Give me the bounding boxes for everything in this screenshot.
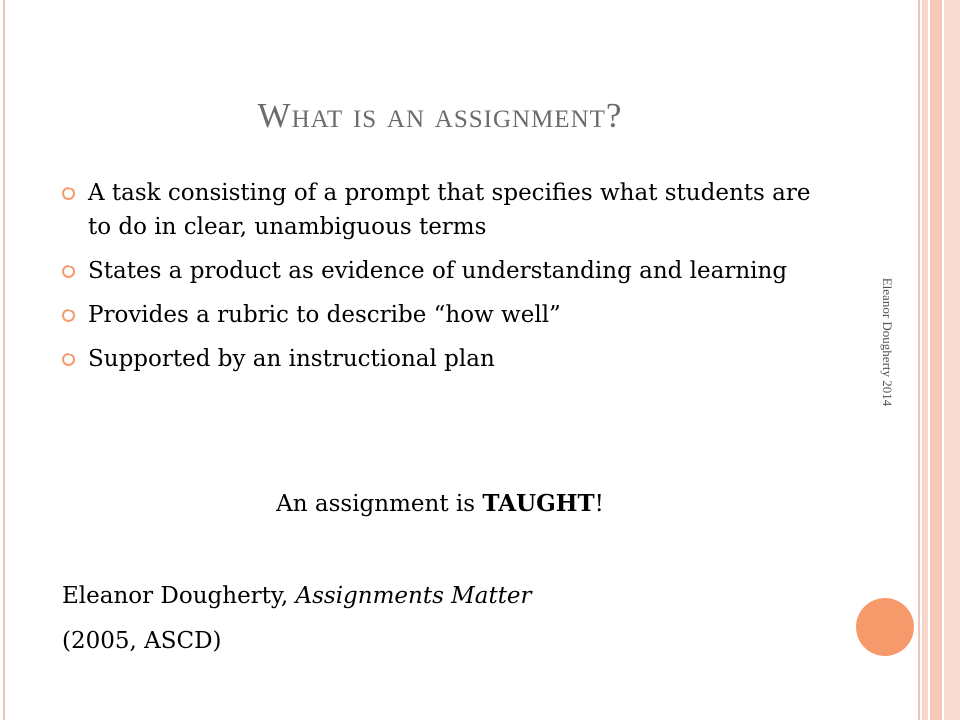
bullet-item (62, 298, 822, 332)
bullet-text: States a product as evidence of understanding and learning (88, 258, 788, 284)
bullet-text: A task consisting of a prompt that specifies what students are to do in clear, unambiguous terms (88, 180, 811, 240)
bullet-item (62, 342, 822, 376)
emphasis-bold: TAUGHT (482, 490, 595, 517)
right-frame-stripe (918, 0, 920, 720)
decorative-circle (856, 598, 914, 656)
citation-book-title: Assignments Matter (295, 583, 532, 609)
bullet-text: Provides a rubric to describe “how well” (88, 302, 561, 328)
citation-author-line (62, 574, 532, 619)
bullet-icon (62, 187, 75, 200)
bullet-text: Supported by an instructional plan (88, 346, 495, 372)
bullet-list (62, 176, 822, 386)
bullet-icon (62, 265, 75, 278)
slide-title: What is an assignment? (257, 96, 623, 135)
right-frame-stripe (922, 0, 928, 720)
right-frame-stripe (944, 0, 960, 720)
sidebar-author-text: Eleanor Dougherty 2014 (880, 277, 895, 407)
bullet-item (62, 176, 822, 244)
bullet-item (62, 254, 822, 288)
emphasis-prefix: An assignment is (276, 491, 483, 517)
emphasis-suffix: ! (594, 491, 604, 517)
citation (62, 574, 532, 664)
bullet-icon (62, 353, 75, 366)
citation-publisher: (2005, ASCD) (62, 628, 222, 654)
citation-author: Eleanor Dougherty, (62, 583, 296, 609)
emphasis-line (0, 490, 880, 517)
right-frame-stripe (930, 0, 942, 720)
bullet-icon (62, 309, 75, 322)
